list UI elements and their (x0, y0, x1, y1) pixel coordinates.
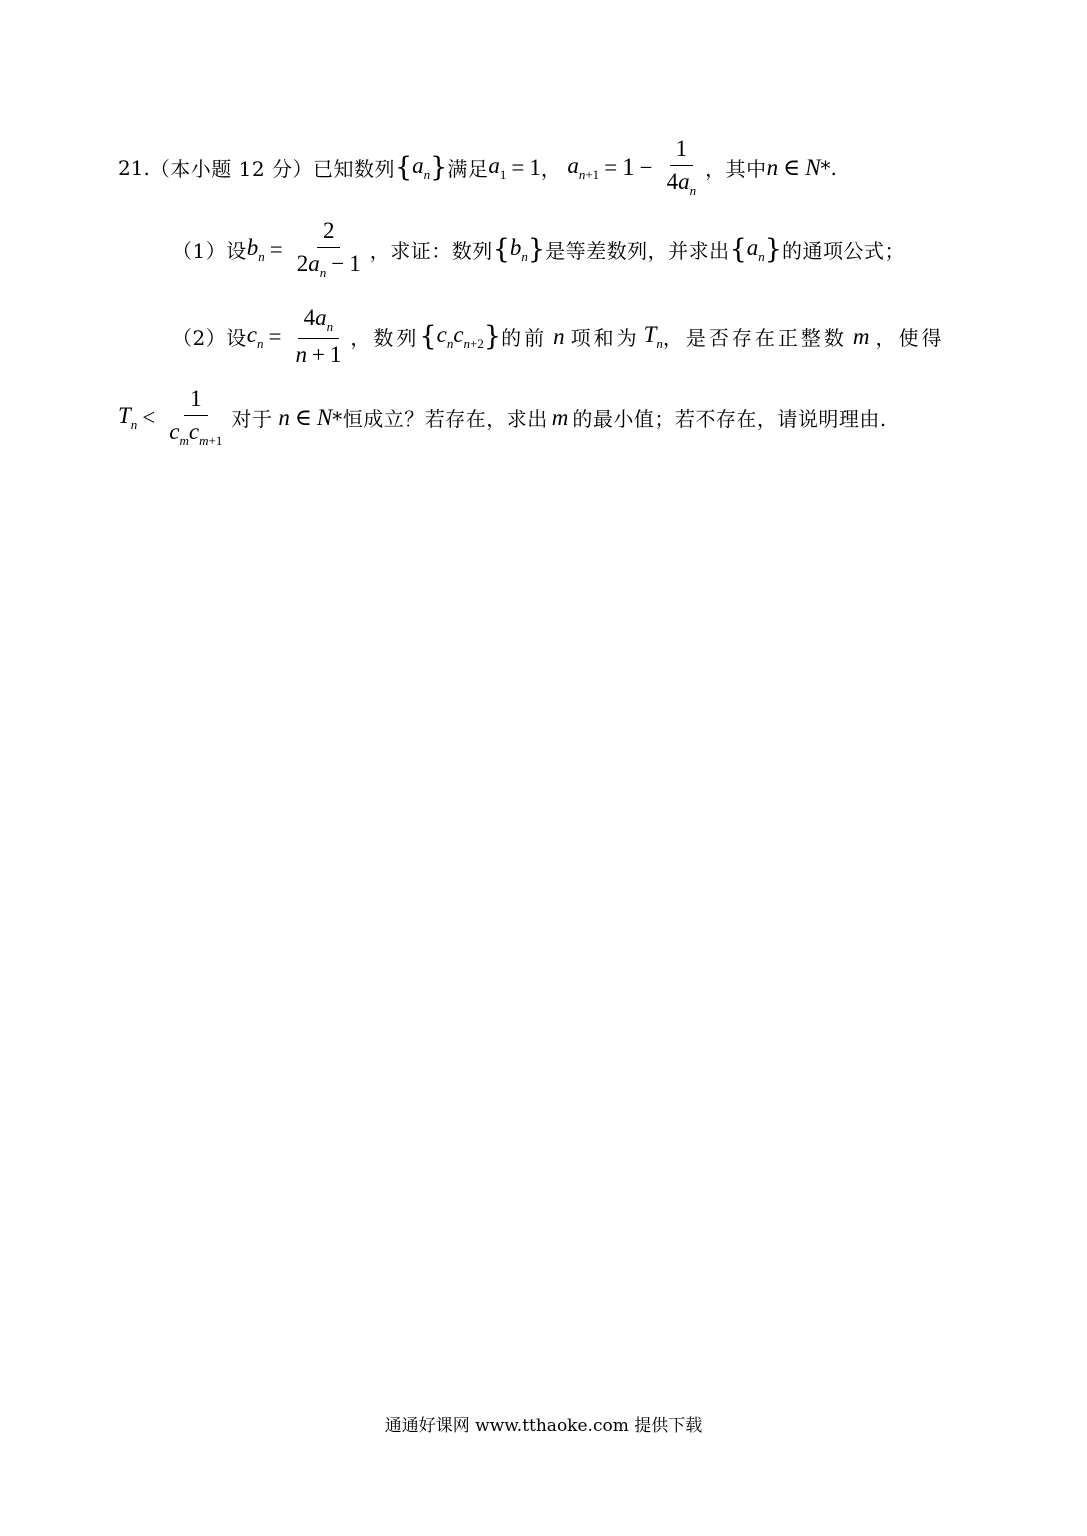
part-2-label: （2）设 (172, 326, 247, 351)
problem-stem: 21. （本小题 12 分） 已知数列 { $a_n$ } 满足 $a_1$ = 1 ， $a_{n+1}$ = 1 − $\frac{1}{4a_n}$ ，其中 n ∈ N *. (118, 136, 837, 199)
part-1-label: （1）设 (172, 239, 247, 264)
fraction-1-over-cm-cm1: $\frac{1}{c_mc_{m+1}}$ (169, 386, 223, 449)
footer-watermark: 通通好课网 www.tthaoke.com 提供下载 (384, 1416, 703, 1436)
fraction-1-over-4an: $\frac{1}{4a_n}$ (666, 136, 697, 199)
part-2-line-1: （2）设 $c_n$ = $\frac{4a_n}{n + 1}$ ，数列 { $c_nc_{n+2}$ } 的前 n 项和为 $T_n$ ，是否存在正整数 m ，使得 (172, 305, 945, 367)
fraction-4an-over-n-plus-1: $\frac{4a_n}{n + 1}$ (295, 305, 342, 367)
part-1: （1）设 $b_n$ = $\frac{2}{2a_n - 1}$ ，求证：数列 { $b_n$ } 是等差数列，并求出 { $a_n$ } 的通项公式； (172, 218, 905, 281)
fraction-2-over-2an-1: $\frac{2}{2a_n - 1}$ (296, 218, 361, 281)
problem-points: （本小题 12 分） (149, 157, 313, 182)
part-2-line-2: $T_n$ < $\frac{1}{c_mc_{m+1}}$ 对于 n ∈ N *恒成立？若存在，求出 m 的最小值；若不存在，请说明理由. (118, 386, 887, 449)
problem-number: 21. (118, 155, 150, 180)
